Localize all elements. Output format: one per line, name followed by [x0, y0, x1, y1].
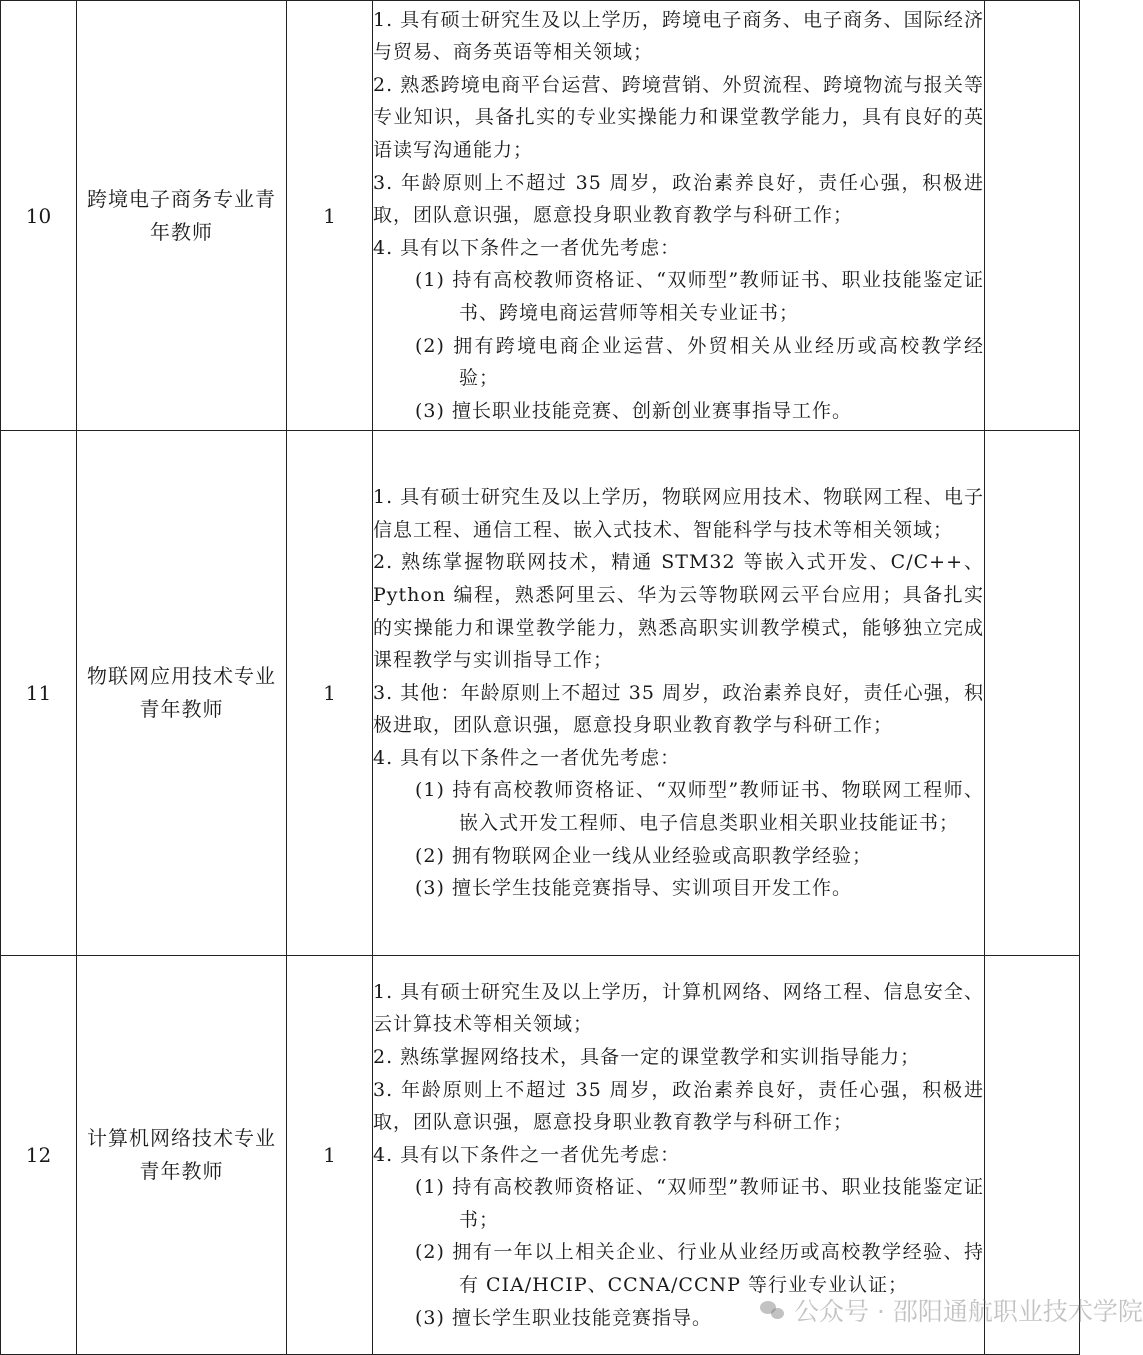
preferred-item: (2) 拥有一年以上相关企业、行业从业经历或高校教学经验、持有 CIA/HCIP、CCNA/CCNP 等行业专业认证； [415, 1241, 984, 1297]
requirement-item: 4. 具有以下条件之一者优先考虑： [373, 746, 681, 769]
cell-remark [985, 1, 1080, 431]
table-row [1, 431, 1080, 956]
cell-number: 10 [1, 1, 77, 431]
cell-number: 11 [1, 431, 77, 956]
preferred-item: (1) 持有高校教师资格证、“双师型”教师证书、职业技能鉴定证书、跨境电商运营师等相关专业证书； [415, 269, 984, 324]
cell-remark [985, 431, 1080, 956]
preferred-item: (1) 持有高校教师资格证、“双师型”教师证书、物联网工程师、嵌入式开发工程师、电子信息类职业相关职业技能证书； [415, 779, 984, 835]
table-body [1, 1, 1080, 1355]
table-row [1, 1, 1080, 431]
table-row [1, 956, 1080, 1355]
cell-count: 1 [287, 431, 373, 956]
cell-position: 物联网应用技术专业青年教师 [77, 431, 287, 956]
requirement-item: 1. 具有硕士研究生及以上学历，计算机网络、网络工程、信息安全、云计算技术等相关领域； [373, 980, 984, 1036]
cell-count: 1 [287, 956, 373, 1355]
preferred-item: (2) 拥有物联网企业一线从业经验或高职教学经验； [415, 844, 872, 867]
cell-number: 12 [1, 956, 77, 1355]
requirement-item: 4. 具有以下条件之一者优先考虑： [373, 236, 681, 259]
requirement-item: 4. 具有以下条件之一者优先考虑： [373, 1143, 681, 1166]
cell-position: 跨境电子商务专业青年教师 [77, 1, 287, 431]
requirement-item: 2. 熟悉跨境电商平台运营、跨境营销、外贸流程、跨境物流与报关等专业知识，具备扎实的专业实操能力和课堂教学能力，具有良好的英语读写沟通能力； [373, 73, 984, 162]
requirement-item: 1. 具有硕士研究生及以上学历，物联网应用技术、物联网工程、电子信息工程、通信工程、嵌入式技术、智能科学与技术等相关领域； [373, 486, 984, 541]
requirement-item: 2. 熟练掌握物联网技术，精通 STM32 等嵌入式开发、C/C++、Python 编程，熟悉阿里云、华为云等物联网云平台应用；具备扎实的实操能力和课堂教学能力，熟悉高职实训教学模式，能够独立完成课程教学与实训指导工作； [373, 551, 984, 672]
cell-position: 计算机网络技术专业青年教师 [77, 956, 287, 1355]
cell-requirements [373, 956, 985, 1355]
cell-count: 1 [287, 1, 373, 431]
preferred-item: (3) 擅长学生职业技能竞赛指导。 [415, 1306, 712, 1329]
preferred-item: (2) 拥有跨境电商企业运营、外贸相关从业经历或高校教学经验； [415, 334, 984, 390]
requirement-item: 3. 年龄原则上不超过 35 周岁，政治素养良好，责任心强，积极进取，团队意识强，愿意投身职业教育教学与科研工作； [373, 1078, 984, 1134]
cell-requirements [373, 431, 985, 956]
requirement-item: 3. 年龄原则上不超过 35 周岁，政治素养良好，责任心强，积极进取，团队意识强，愿意投身职业教育教学与科研工作； [373, 171, 984, 227]
preferred-item: (3) 擅长职业技能竞赛、创新创业赛事指导工作。 [415, 399, 852, 422]
cell-requirements [373, 1, 985, 431]
preferred-item: (3) 擅长学生技能竞赛指导、实训项目开发工作。 [415, 877, 852, 900]
requirement-item: 2. 熟练掌握网络技术，具备一定的课堂教学和实训指导能力； [373, 1045, 921, 1068]
preferred-item: (1) 持有高校教师资格证、“双师型”教师证书、职业技能鉴定证书； [415, 1176, 984, 1231]
requirement-item: 3. 其他：年龄原则上不超过 35 周岁，政治素养良好，责任心强，积极进取，团队意识强，愿意投身职业教育教学与科研工作； [373, 681, 984, 737]
cell-remark [985, 956, 1080, 1355]
requirement-item: 1. 具有硕士研究生及以上学历，跨境电子商务、电子商务、国际经济与贸易、商务英语等相关领域； [373, 8, 984, 64]
watermark-text: 公众号 · 邵阳通航职业技术学院 [794, 1297, 1143, 1326]
